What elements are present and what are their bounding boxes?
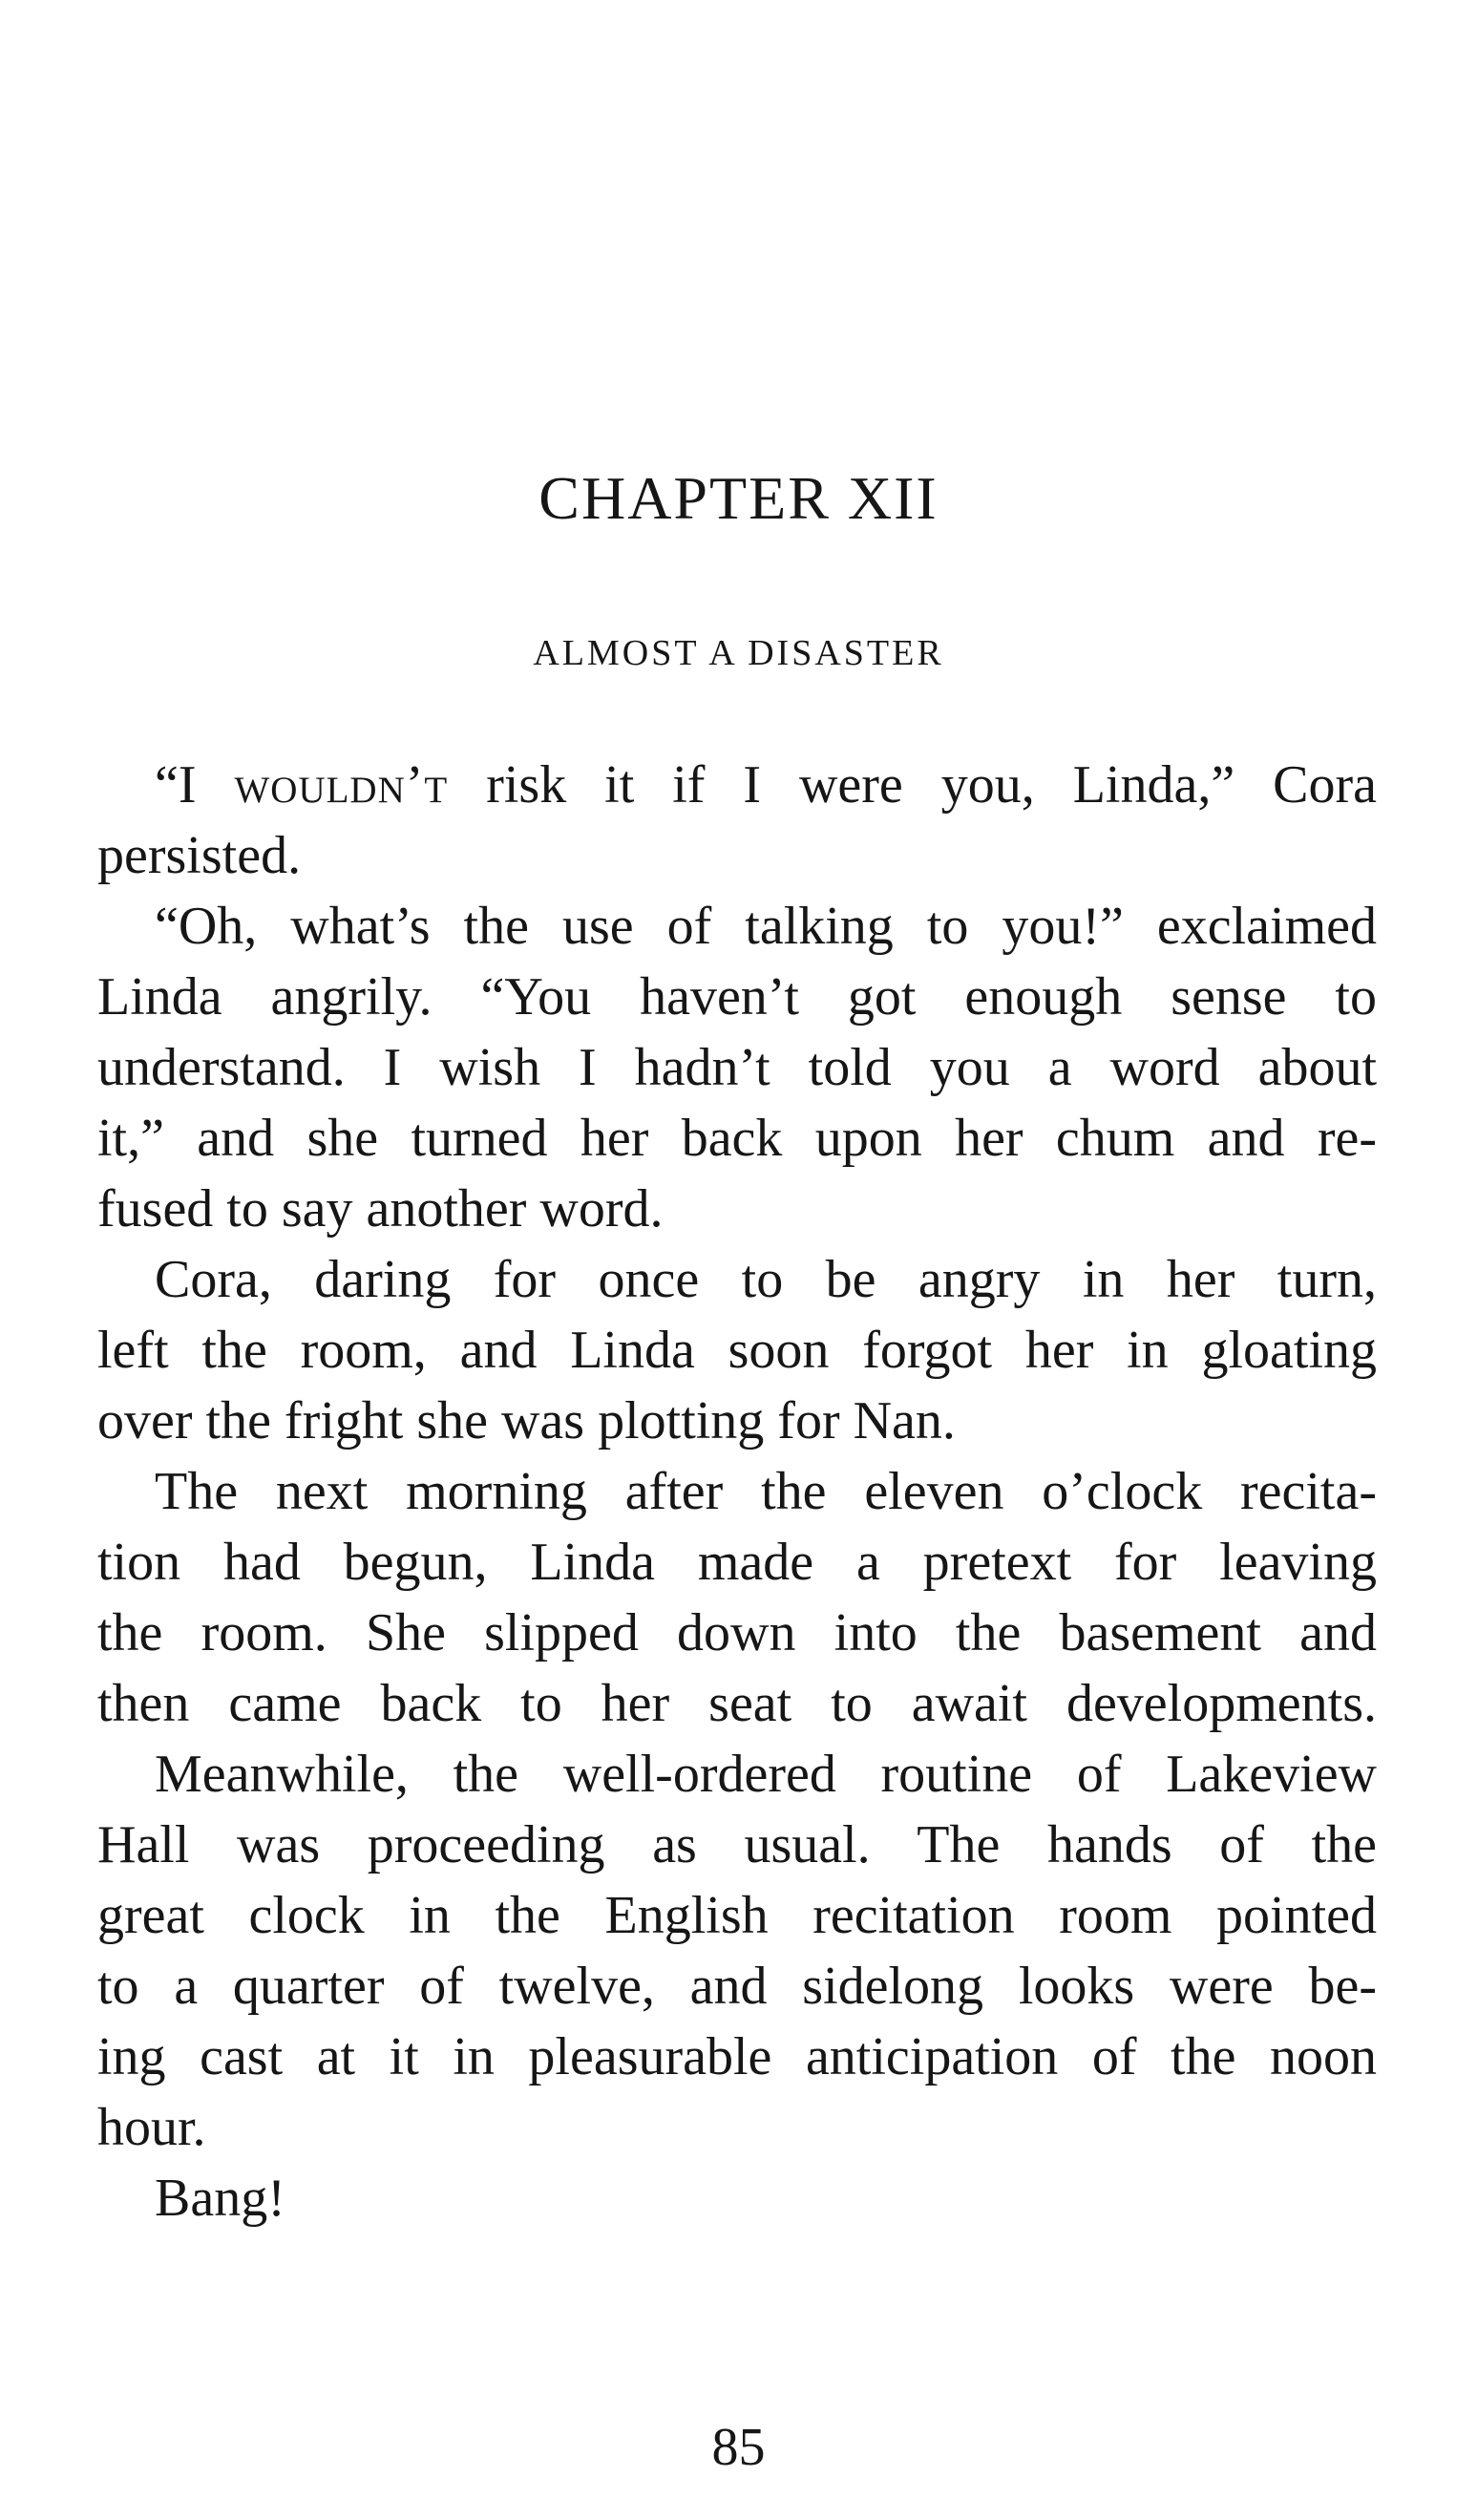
line-text: risk it if I were you, Linda,” Cora xyxy=(448,755,1377,815)
text-line: over the fright she was plotting for Nan. xyxy=(97,1391,956,1451)
text-line: it,” and she turned her back upon her chum and re- xyxy=(97,1109,1377,1168)
small-caps-word: wouldn’t xyxy=(234,755,449,815)
text-line: Meanwhile, the well-ordered routine of Lakeview xyxy=(155,1745,1377,1804)
page-number: 85 xyxy=(711,2418,766,2477)
text-line: “Oh, what’s the use of talking to you!” exclaimed xyxy=(155,897,1377,956)
body-text xyxy=(97,750,1377,2234)
text-line: the room. She slipped down into the basement and xyxy=(97,1603,1377,1662)
text-line: to a quarter of twelve, and sidelong looks were be- xyxy=(97,1957,1377,2016)
text-line: Hall was proceeding as usual. The hands of the xyxy=(97,1815,1377,1874)
text-line: Linda angrily. “You haven’t got enough sense to xyxy=(97,967,1377,1027)
line-text: “I xyxy=(155,755,235,815)
text-line: hour. xyxy=(97,2098,206,2157)
text-line: then came back to her seat to await developments. xyxy=(97,1674,1377,1733)
text-line: fused to say another word. xyxy=(97,1179,664,1239)
text-line: ing cast at it in pleasurable anticipation of the noon xyxy=(97,2027,1377,2086)
text-line: great clock in the English recitation room pointed xyxy=(97,1886,1377,1945)
text-line: Bang! xyxy=(155,2169,285,2228)
text-line: left the room, and Linda soon forgot her in gloating xyxy=(97,1321,1377,1380)
text-line: The next morning after the eleven o’clock recita- xyxy=(155,1462,1377,1521)
text-line: Cora, daring for once to be angry in her turn, xyxy=(155,1250,1377,1309)
text-line: understand. I wish I hadn’t told you a word about xyxy=(97,1038,1377,1097)
text-line xyxy=(97,750,1377,820)
chapter-number: CHAPTER XII xyxy=(538,464,939,532)
text-line: persisted. xyxy=(97,826,302,885)
chapter-title: ALMOST A DISASTER xyxy=(533,633,944,673)
text-line: tion had begun, Linda made a pretext for leaving xyxy=(97,1533,1377,1592)
